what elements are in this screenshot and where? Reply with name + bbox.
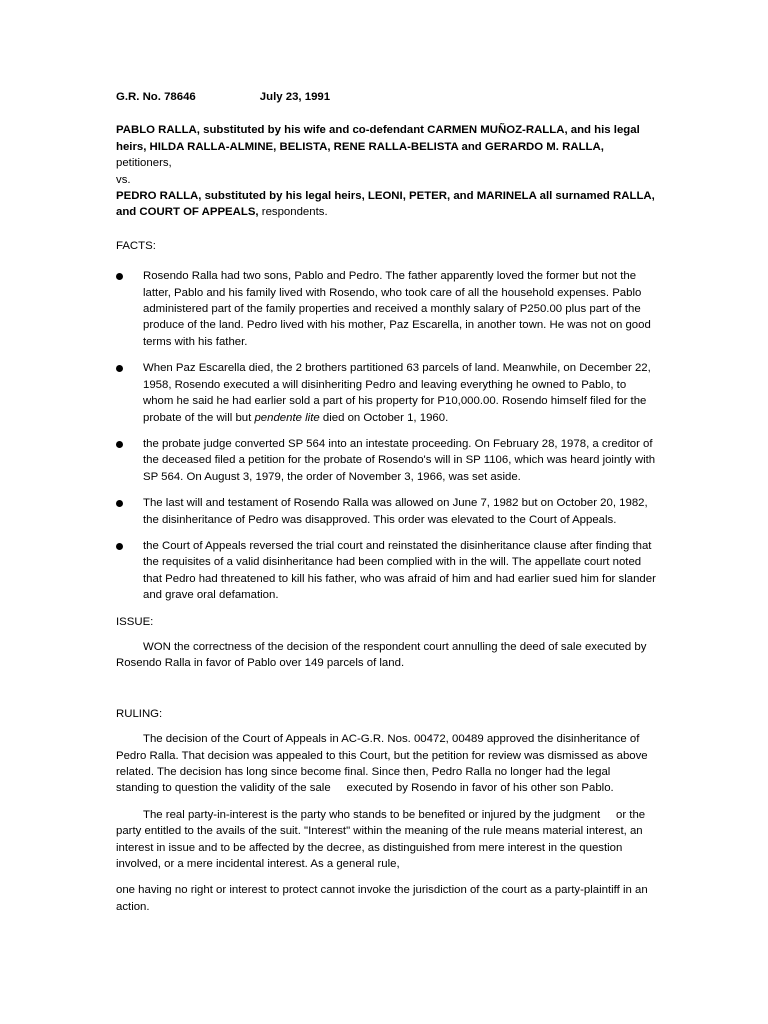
petitioners-names: PABLO RALLA, substituted by his wife and co-defendant CARMEN MUÑOZ-RALLA, and his legal heirs, HILDA RALLA-ALMINE, BELISTA, RENE RALLA-BELISTA and GERARDO M. RALLA, (116, 124, 640, 153)
bullet-icon (116, 500, 123, 507)
issue-text: WON the correctness of the decision of the respondent court annulling the deed of sale executed by Rosendo Ralla in favor of Pablo over 149 parcels of land. (116, 640, 647, 670)
facts-heading: FACTS: (116, 239, 156, 252)
bullet-icon (116, 543, 123, 550)
respondents-names: PEDRO RALLA, substituted by his legal heirs, LEONI, PETER, and MARINELA all surnamed RALLA, and COURT OF APPEALS, (116, 190, 655, 219)
ruling-paragraph: one having no right or interest to protect cannot invoke the jurisdiction of the court as a party-plaintiff in an action. (116, 884, 648, 913)
document-page (116, 89, 656, 915)
fact-text: Rosendo Ralla had two sons, Pablo and Pedro. The father apparently loved the former but not the latter, Pablo and his family lived with Rosendo, who took care of all the household expenses. Pablo administered part of the family properties and received a monthly salary of P250.00 plus part of the produce of the land. Pedro lived with his mother, Paz Escarella, in another town. He was not on good terms with his father. (143, 270, 651, 348)
facts-list (116, 268, 656, 603)
issue-heading: ISSUE: (116, 615, 154, 628)
fact-item (116, 268, 656, 350)
fact-text: the probate judge converted SP 564 into an intestate proceeding. On February 28, 1978, a creditor of the deceased filed a petition for the probate of Rosendo's will in SP 1106, which was heard jointly with SP 564. On August 3, 1979, the order of November 3, 1966, was set aside. (143, 437, 656, 483)
fact-item (116, 436, 656, 485)
bullet-icon (116, 365, 123, 372)
fact-text: the Court of Appeals reversed the trial court and reinstated the disinheritance clause after finding that the requisites of a valid disinheritance had been complied with in the will. The appellate court noted that Pedro had threatened to kill his father, who was afraid of him and had earlier sued him for slander and grave oral defamation. (143, 539, 656, 602)
versus: vs. (116, 173, 131, 186)
fact-item (116, 360, 656, 426)
latin-term: pendente lite (254, 411, 320, 424)
fact-item (116, 538, 656, 604)
fact-text: When Paz Escarella died, the 2 brothers partitioned 63 parcels of land. Meanwhile, on December 22, 1958, Rosendo executed a will disinheriting Pedro and leaving everything he owned to Pablo, to whom he said he had earlier sold a part of his property for P10,000.00. Rosendo himself filed for the probate of the will but pendente lite died on October 1, 1960. (143, 362, 651, 424)
petitioners-role: petitioners, (116, 157, 172, 170)
case-caption (116, 89, 656, 105)
bullet-icon (116, 273, 123, 280)
fact-item (116, 495, 656, 528)
ruling-body (116, 731, 656, 915)
gr-number: G.R. No. 78646 (116, 91, 196, 103)
petitioners (116, 122, 656, 171)
ruling-paragraph: The decision of the Court of Appeals in AC-G.R. Nos. 00472, 00489 approved the disinheritance of Pedro Ralla. That decision was appealed to this Court, but the petition for review was dismissed as above related. The decision has long since become final. Since then, Pedro Ralla no longer had the legal standing to question the validity of the sale executed by Rosendo in favor of his other son Pablo. (116, 733, 648, 795)
fact-text: The last will and testament of Rosendo Ralla was allowed on June 7, 1982 but on October 20, 1982, the disinheritance of Pedro was disapproved. This order was elevated to the Court of Appeals. (143, 497, 648, 526)
bullet-icon (116, 441, 123, 448)
parties-block (116, 122, 656, 220)
ruling-paragraph: The real party-in-interest is the party who stands to be benefited or injured by the judgment or the party entitled to the avails of the suit. "Interest" within the meaning of the rule means material interest, an interest in issue and to be affected by the decree, as distinguished from mere interest in the question involved, or a mere incidental interest. As a general rule, (116, 808, 646, 871)
ruling-heading: RULING: (116, 707, 163, 720)
decision-date: July 23, 1991 (259, 91, 331, 103)
issue-body (116, 639, 656, 672)
respondents-role: respondents. (258, 206, 328, 219)
respondents (116, 188, 656, 221)
